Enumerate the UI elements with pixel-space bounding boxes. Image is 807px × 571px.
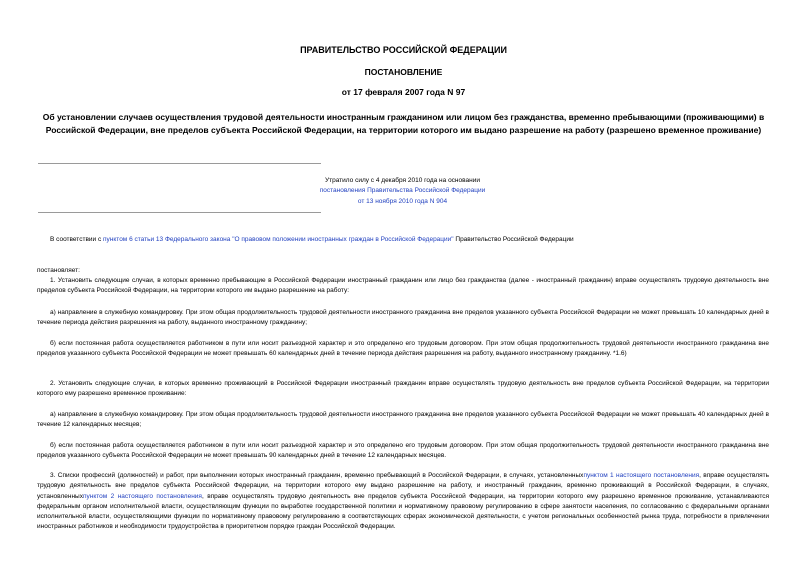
paragraph-item-1a: а) направление в служебную командировку. При этом общая продолжительность трудовой деятельности иностранного гражданина вне пределов указанного субъекта Российской Федерации не может превышать 10 календарных дней в течение периода действия разрешения на работу, выданного иностранному гражданину; (37, 309, 769, 327)
document-type-heading: ПОСТАНОВЛЕНИЕ (364, 67, 443, 77)
government-heading: ПРАВИТЕЛЬСТВО РОССИЙСКОЙ ФЕДЕРАЦИИ (300, 45, 507, 55)
item3-text-part3: , вправе осуществлять трудовую деятельность вне пределов субъекта Российской Федерации, на территории которого ему разрешено временное проживание, устанавливаются федеральным органом исполнительной власти, осуществляющим функции по выработке государственной политики и нормативному правовому регулированию в сфере занятости населения, по согласованию с федеральными органами исполнительной власти, осуществляющими функции по нормативному правовому регулированию в соответствующих сферах экономической деятельности, с учетом региональных особенностей рынка труда, потребности в привлечении иностранных работников и необходимости трудоустройства в приоритетном порядке граждан Российской Федерации. (37, 492, 769, 531)
paragraph-item-2a: а) направление в служебную командировку. При этом общая продолжительность трудовой деятельности иностранного гражданина вне пределов указанного субъекта Российской Федерации не может превышать 40 календарных дней в течение 12 календарных месяцев; (37, 411, 769, 429)
preamble-text-before: В соответствии с (50, 236, 104, 243)
document-title: Об установлении случаев осуществления трудовой деятельности иностранным гражданином или лицом без гражданства, временно пребывающими (проживающими) в Российской Федерации, вне пределов субъекта Российской Федерации, на территории которого им выдано разрешение на работу (разрешено временное проживание) (42, 112, 765, 135)
paragraph-item-2: 2. Установить следующие случаи, в которых временно проживающий в Российской Федерации иностранный гражданин вправе осуществлять трудовую деятельность вне пределов субъекта Российской Федерации, на территории которого ему разрешено временное проживание: (37, 380, 769, 398)
expired-note-text: Утратило силу с 4 декабря 2010 года на основании (324, 177, 480, 184)
document-date-number: от 17 февраля 2007 года N 97 (341, 87, 466, 97)
paragraph-item-2b: б) если постоянная работа осуществляется работником в пути или носит разъездной характер и это определено его трудовым договором. При этом общая продолжительность трудовой деятельности иностранного гражданина вне пределов указанного субъекта Российской Федерации не может превышать 90 календарных дней в течение 12 календарных месяцев. (37, 442, 769, 460)
divider-top (38, 163, 321, 164)
item1-reference-link[interactable]: пунктом 1 настоящего постановления (583, 472, 700, 479)
expired-decree-link[interactable]: постановления Правительства Российской Федерации (319, 187, 486, 195)
paragraph-item-3 (37, 471, 769, 533)
federal-law-link[interactable]: пунктом 6 статьи 13 Федерального закона "О правовом положении иностранных граждан в Российской Федерации" (103, 236, 454, 243)
expired-note (260, 176, 545, 207)
preamble-text-after: Правительство Российской Федерации (453, 236, 574, 243)
paragraph-item-1b: б) если постоянная работа осуществляется работником в пути или носит разъездной характер и это определено его трудовым договором. При этом общая продолжительность трудовой деятельности иностранного гражданина вне пределов указанного субъекта Российской Федерации не может превышать 60 календарных дней в течение периода действия разрешения на работу, выданного иностранному гражданину. *1.6) (37, 340, 769, 358)
expired-decree-number-link[interactable]: от 13 ноября 2010 года N 904 (357, 197, 448, 205)
item3-text-part2: , вправе осуществлять трудовую деятельность вне пределов субъекта Российской Федерации, на территории которого ему выдано разрешение на работу, и иностранный гражданин, временно проживающий в Российской Федерации, в случаях, установленных (37, 472, 770, 500)
item2-reference-link[interactable]: пунктом 2 настоящего постановления (82, 492, 202, 500)
paragraph-item-1: 1. Установить следующие случаи, в которых временно пребывающие в Российской Федерации иностранный гражданин или лицо без гражданства (далее - иностранный гражданин) вправе осуществлять трудовую деятельность вне пределов субъекта Российской Федерации, на территории которого им выдано разрешение на работу: (37, 277, 769, 295)
preamble-paragraph (37, 235, 769, 245)
decrees-word: постановляет: (37, 267, 80, 274)
divider-bottom (38, 212, 321, 213)
item3-text-part1: 3. Списки профессий (должностей) и работ, при выполнении которых иностранный гражданин, временно пребывающий в Российской Федерации, в случаях, установленных (50, 472, 584, 479)
